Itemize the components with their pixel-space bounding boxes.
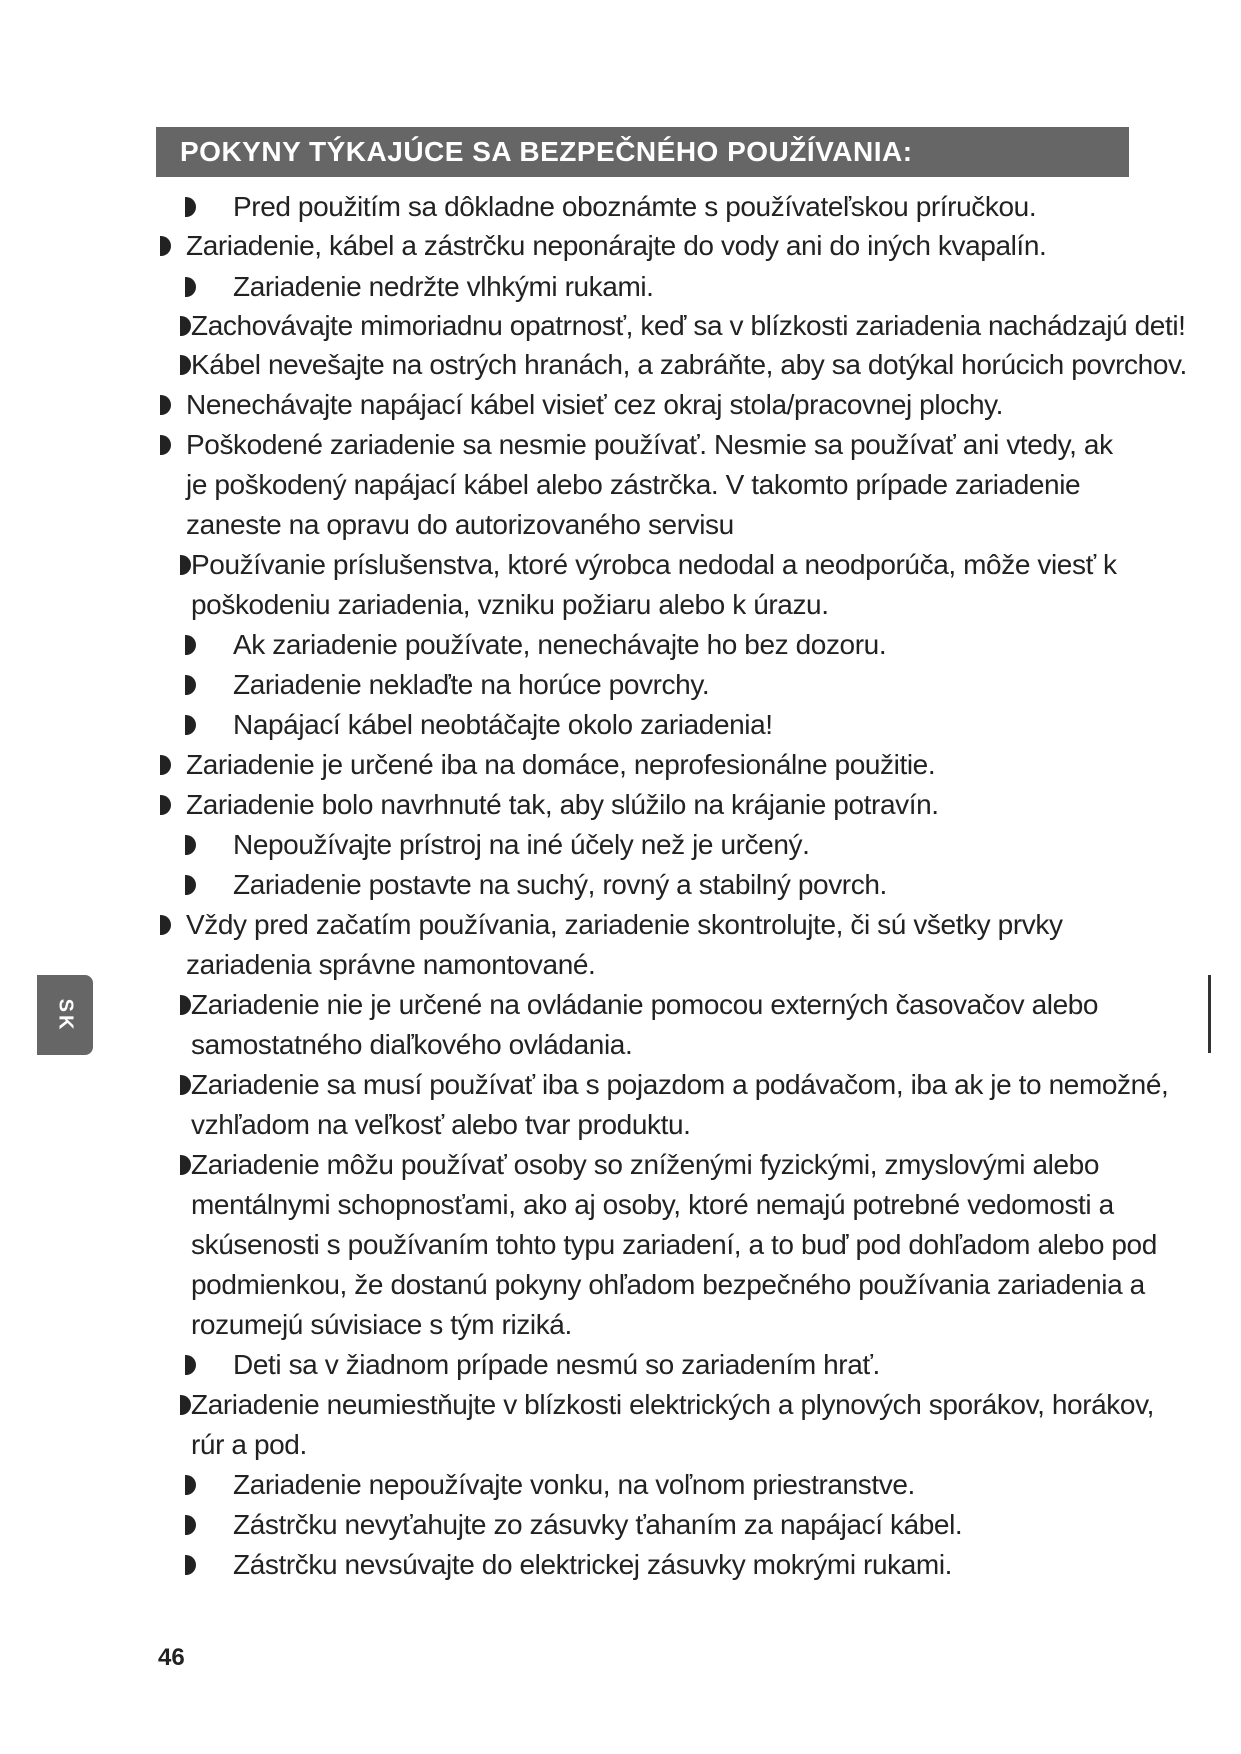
list-item bbox=[185, 267, 1065, 307]
bullet-icon bbox=[180, 355, 191, 375]
list-item bbox=[185, 825, 1065, 865]
bullet-icon bbox=[185, 715, 196, 735]
list-item bbox=[185, 625, 1065, 665]
list-item bbox=[180, 545, 1180, 625]
bullet-icon bbox=[180, 1395, 191, 1415]
bullet-icon bbox=[185, 875, 196, 895]
list-item bbox=[180, 345, 1190, 385]
list-item-text: Nenechávajte napájací kábel visieť cez okraj stola/pracovnej plochy. bbox=[186, 389, 1004, 420]
page-number: 46 bbox=[158, 1644, 185, 1671]
list-item bbox=[180, 985, 1180, 1065]
list-item-text: Pred použitím sa dôkladne oboznámte s používateľskou príručkou. bbox=[233, 191, 1037, 222]
bullet-icon bbox=[160, 915, 171, 935]
list-item-text: Kábel nevešajte na ostrých hranách, a zabráňte, aby sa dotýkal horúcich povrchov. bbox=[191, 349, 1187, 380]
list-item bbox=[185, 1545, 1065, 1585]
list-item bbox=[180, 1385, 1180, 1465]
list-item-text: Napájací kábel neobtáčajte okolo zariadenia! bbox=[233, 709, 773, 740]
list-item-text: Zariadenie nie je určené na ovládanie pomocou externých časovačov alebo samostatného diaľkového ovládania. bbox=[191, 989, 1099, 1060]
bullet-icon bbox=[185, 197, 196, 217]
margin-marker-line bbox=[1208, 975, 1211, 1053]
bullet-icon bbox=[185, 1555, 196, 1575]
bullet-icon bbox=[180, 1075, 191, 1095]
bullet-icon bbox=[180, 555, 191, 575]
list-item-text: Zástrčku nevsúvajte do elektrickej zásuvky mokrými rukami. bbox=[233, 1549, 953, 1580]
bullet-icon bbox=[160, 435, 171, 455]
list-item-text: Deti sa v žiadnom prípade nesmú so zariadením hrať. bbox=[233, 1349, 880, 1380]
list-item-text: Zachovávajte mimoriadnu opatrnosť, keď sa v blízkosti zariadenia nachádzajú deti! bbox=[191, 310, 1186, 341]
list-item-text: Ak zariadenie používate, nenechávajte ho bez dozoru. bbox=[233, 629, 887, 660]
list-item-text: Zariadenie je určené iba na domáce, neprofesionálne použitie. bbox=[186, 749, 936, 780]
list-item-text: Zariadenie nedržte vlhkými rukami. bbox=[233, 271, 654, 302]
list-item bbox=[185, 1465, 1065, 1505]
list-item bbox=[160, 745, 1090, 785]
list-item-text: Poškodené zariadenie sa nesmie používať. Nesmie sa používať ani vtedy, ak je poškodený napájací kábel alebo zástrčka. V takomto prípade zariadenie zaneste na opravu do autorizovaného servisu bbox=[186, 429, 1113, 540]
list-item-text: Zástrčku nevyťahujte zo zásuvky ťahaním za napájací kábel. bbox=[233, 1509, 963, 1540]
language-tab-label: SK bbox=[54, 998, 77, 1032]
list-item-text: Zariadenie môžu používať osoby so zníženými fyzickými, zmyslovými alebo mentálnymi schopnosťami, ako aj osoby, ktoré nemajú potrebné vedomosti a skúsenosti s používaním tohto typu zariadení, a to buď pod dohľadom alebo pod podmienkou, že dostanú pokyny ohľadom bezpečného používania zariadenia a rozumejú súvisiace s tým riziká. bbox=[191, 1149, 1157, 1340]
section-title: POKYNY TÝKAJÚCE SA BEZPEČNÉHO POUŽÍVANIA: bbox=[180, 136, 913, 167]
list-item bbox=[185, 865, 1065, 905]
list-item-text: Zariadenie, kábel a zástrčku neponárajte do vody ani do iných kvapalín. bbox=[186, 230, 1047, 261]
bullet-icon bbox=[180, 995, 191, 1015]
bullet-icon bbox=[185, 675, 196, 695]
list-item-text: Zariadenie neklaďte na horúce povrchy. bbox=[233, 669, 710, 700]
bullet-icon bbox=[160, 236, 171, 256]
list-item bbox=[160, 905, 1120, 985]
list-item bbox=[180, 306, 1190, 346]
language-tab bbox=[37, 975, 93, 1055]
list-item bbox=[180, 1065, 1180, 1145]
list-item-text: Zariadenie neumiestňujte v blízkosti elektrických a plynových sporákov, horákov, rúr a pod. bbox=[191, 1389, 1154, 1460]
list-item-text: Vždy pred začatím používania, zariadenie skontrolujte, či sú všetky prvky zariadenia správne namontované. bbox=[186, 909, 1063, 980]
list-item bbox=[185, 1345, 1065, 1385]
bullet-icon bbox=[185, 1515, 196, 1535]
bullet-icon bbox=[185, 1355, 196, 1375]
bullet-icon bbox=[180, 316, 191, 336]
list-item bbox=[185, 705, 1065, 745]
list-item-text: Používanie príslušenstva, ktoré výrobca nedodal a neodporúča, môže viesť k poškodeniu zariadenia, vzniku požiaru alebo k úrazu. bbox=[191, 549, 1117, 620]
list-item-text: Zariadenie postavte na suchý, rovný a stabilný povrch. bbox=[233, 869, 887, 900]
list-item-text: Zariadenie nepoužívajte vonku, na voľnom priestranstve. bbox=[233, 1469, 915, 1500]
list-item-text: Zariadenie sa musí používať iba s pojazdom a podávačom, iba ak je to nemožné, vzhľadom na veľkosť alebo tvar produktu. bbox=[191, 1069, 1169, 1140]
bullet-icon bbox=[160, 795, 171, 815]
list-item-text: Zariadenie bolo navrhnuté tak, aby slúžilo na krájanie potravín. bbox=[186, 789, 939, 820]
bullet-icon bbox=[185, 635, 196, 655]
bullet-icon bbox=[185, 835, 196, 855]
list-item-text: Nepoužívajte prístroj na iné účely než je určený. bbox=[233, 829, 810, 860]
bullet-icon bbox=[160, 755, 171, 775]
bullet-icon bbox=[185, 1475, 196, 1495]
list-item bbox=[160, 425, 1120, 545]
bullet-icon bbox=[160, 395, 171, 415]
list-item bbox=[160, 785, 1090, 825]
list-item bbox=[185, 187, 1065, 227]
list-item bbox=[180, 1145, 1180, 1345]
list-item bbox=[160, 385, 1090, 425]
list-item bbox=[160, 226, 1090, 266]
bullet-icon bbox=[180, 1155, 191, 1175]
bullet-icon bbox=[185, 277, 196, 297]
list-item bbox=[185, 1505, 1065, 1545]
list-item bbox=[185, 665, 1065, 705]
